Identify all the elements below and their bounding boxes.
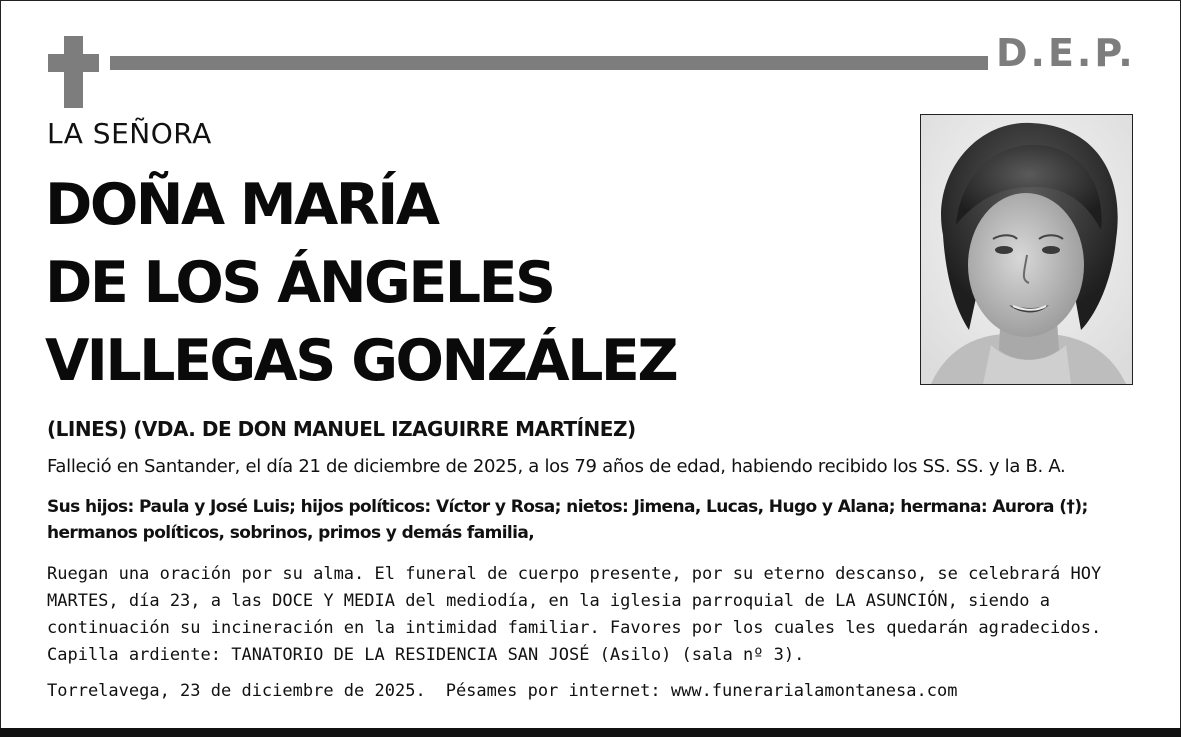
portrait-photo [920,114,1133,385]
name-line: VILLEGAS GONZÁLEZ [45,328,677,394]
header-rule [110,56,988,70]
family-line: hermanos políticos, sobrinos, primos y demás familia, [47,523,535,543]
funeral-line: Ruegan una oración por su alma. El funeral de cuerpo presente, por su eterno descanso, se celebrará HOY [47,564,1102,584]
cross-horizontal-bar [48,54,99,72]
family-line: Sus hijos: Paula y José Luis; hijos políticos: Víctor y Rosa; nietos: Jimena, Lucas, Hugo y Alana; hermana: Aurora (†); [47,497,1088,517]
funeral-details [47,561,1101,669]
footer-line [47,683,957,700]
funeral-line: continuación su incineración en la intimidad familiar. Favores por los cuales les quedarán agradecidos. [47,618,1102,638]
cross-vertical-bar [64,36,83,108]
funeral-line: MARTES, día 23, a las DOCE Y MEDIA del mediodía, en la iglesia parroquial de LA ASUNCIÓN, siendo a [47,591,1051,611]
footer-place-date: Torrelavega, 23 de diciembre de 2025. [47,681,426,701]
subtitle-line: (LINES) (VDA. DE DON MANUEL IZAGUIRRE MARTÍNEZ) [47,417,636,441]
intro-label: LA SEÑORA [47,117,212,150]
family-list [47,494,1157,546]
death-details: Falleció en Santander, el día 21 de diciembre de 2025, a los 79 años de edad, habiendo recibido los SS. SS. y la B. A. [47,456,1066,477]
bottom-rule [0,728,1181,737]
footer-website: Pésames por internet: www.funerarialamontanesa.com [445,681,958,701]
name-line: DE LOS ÁNGELES [45,250,554,316]
funeral-line: Capilla ardiente: TANATORIO DE LA RESIDENCIA SAN JOSÉ (Asilo) (sala nº 3). [47,645,805,665]
dep-label: D.E.P. [996,31,1136,75]
deceased-name [45,166,676,400]
name-line: DOÑA MARÍA [45,172,438,238]
